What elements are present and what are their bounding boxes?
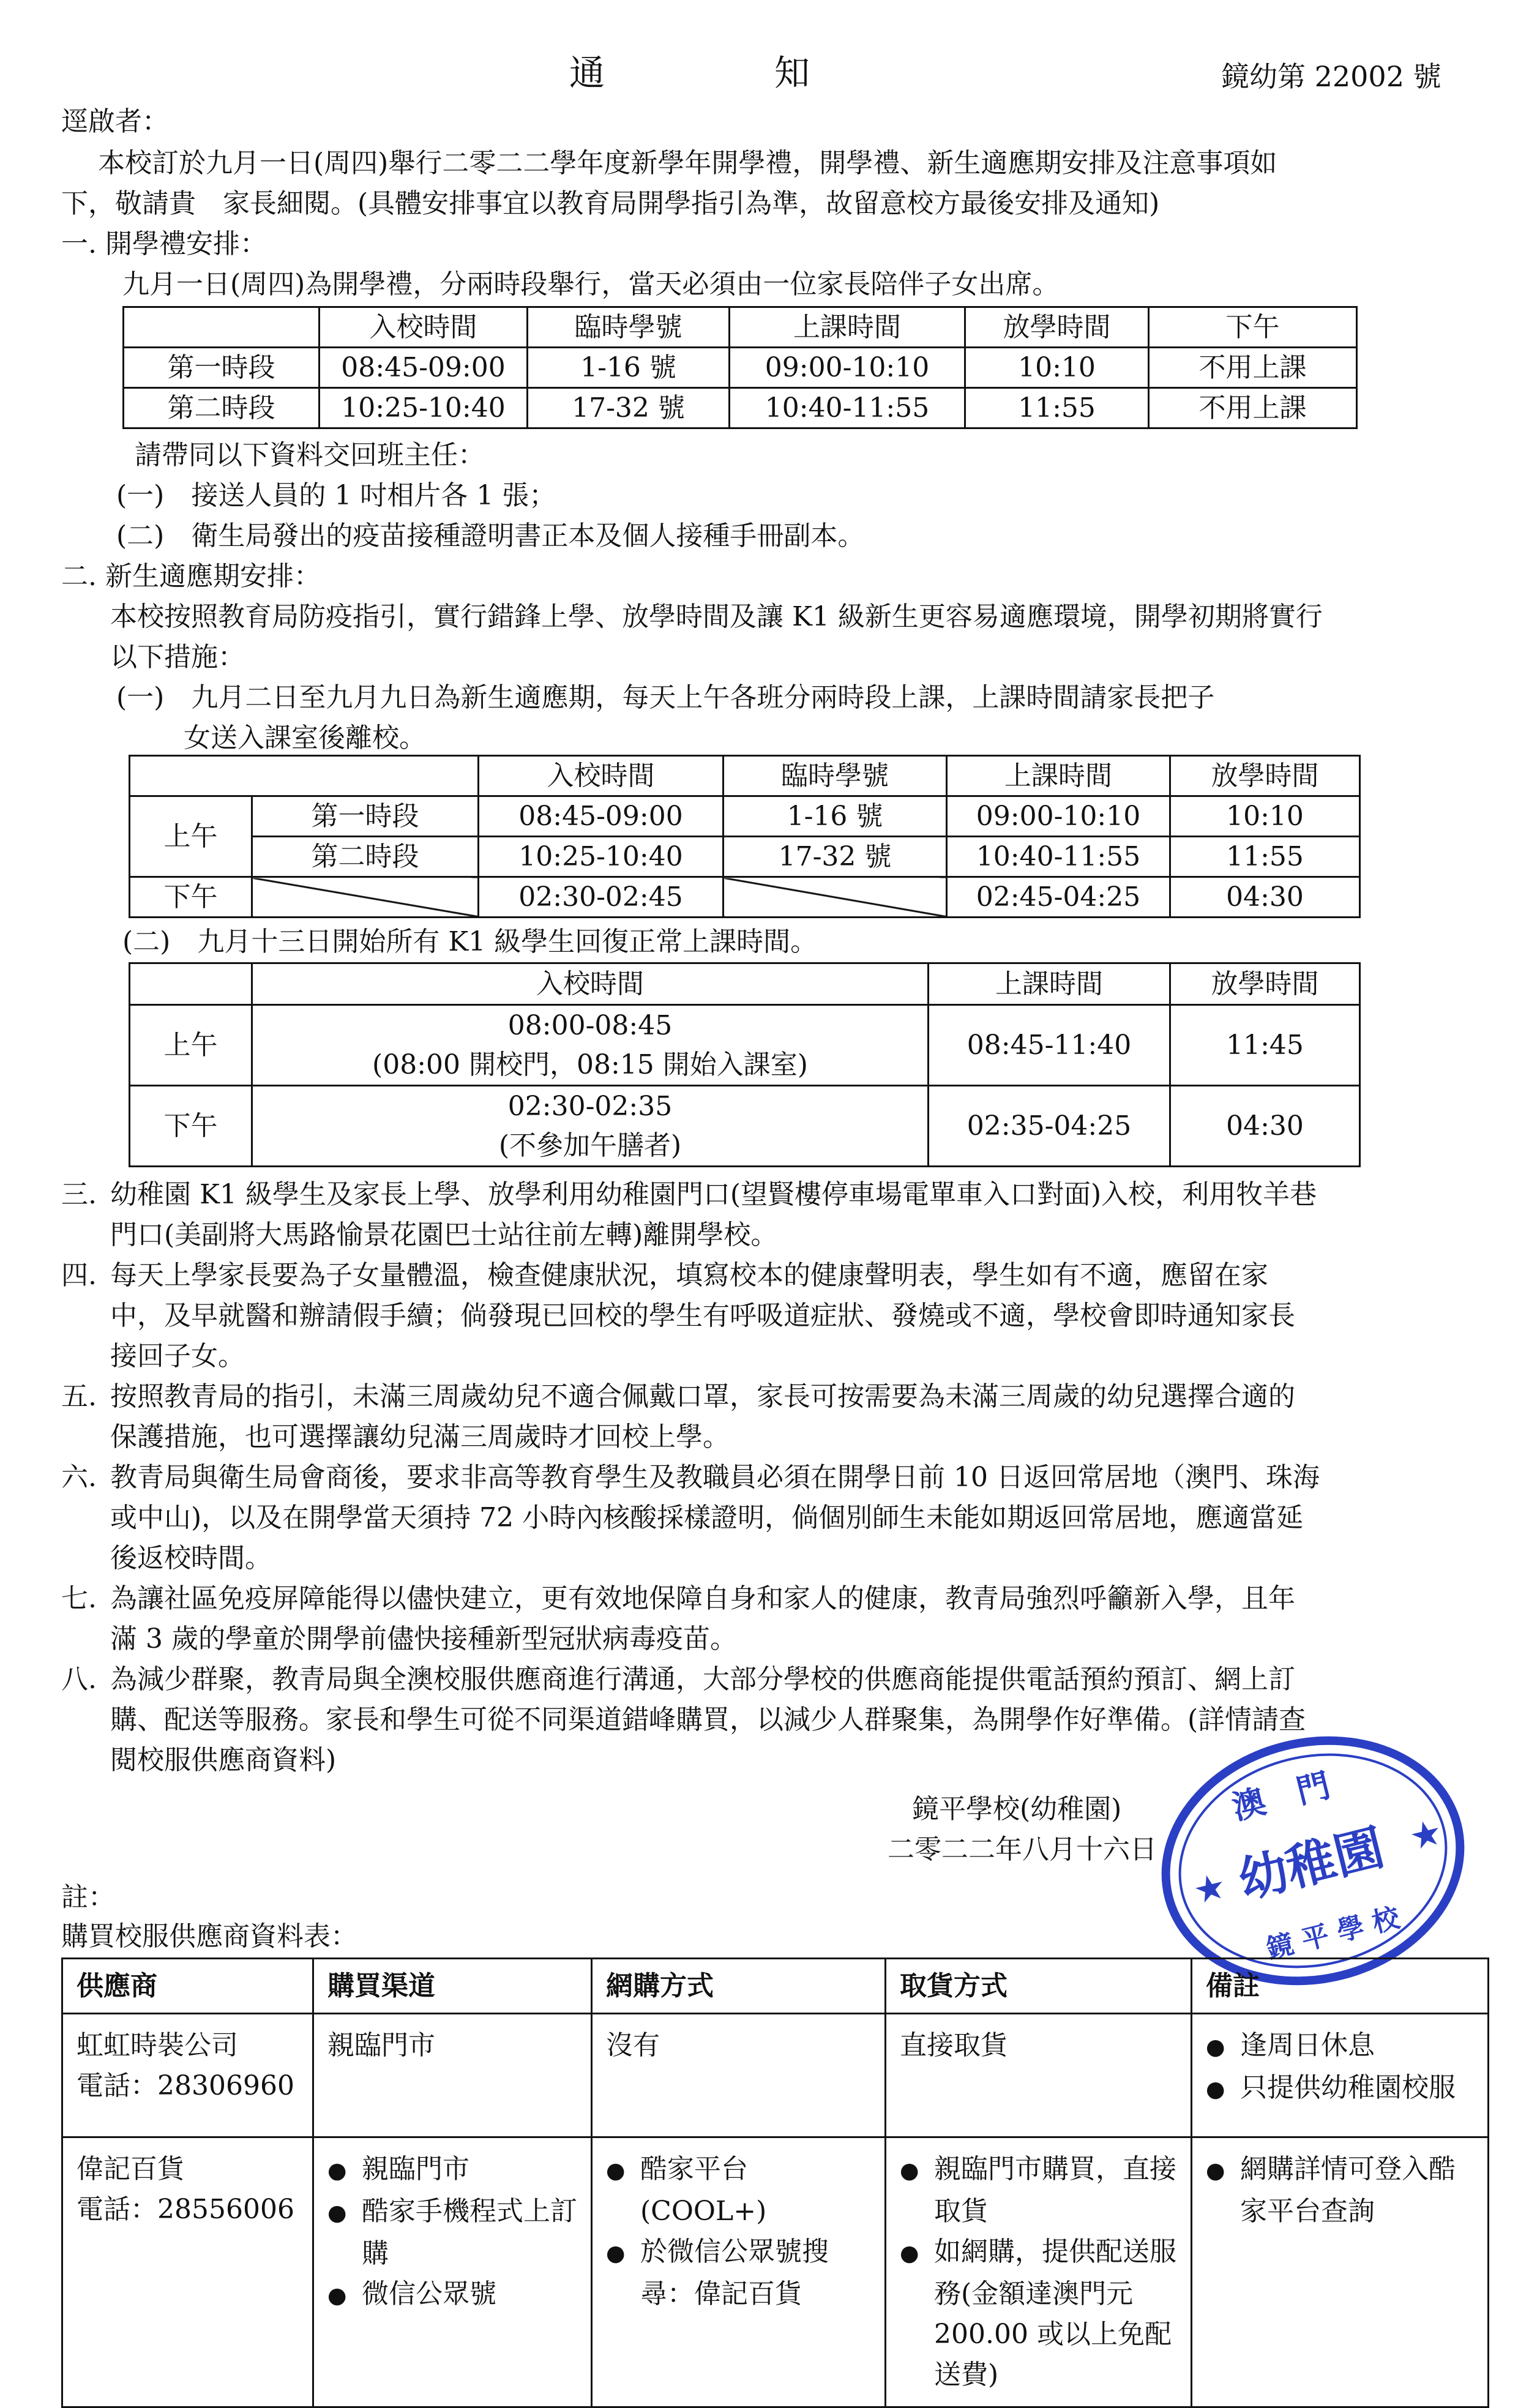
signature-date: 二零二二年八月十六日 [888,1834,1157,1865]
remarks-cell [1192,2137,1489,2407]
supplier-cell [62,2137,313,2407]
notice-3-number: 三. [61,1179,97,1210]
supplier-table-title: 購買校服供應商資料表： [61,1921,357,1952]
section-1-heading: 一. 開學禮安排： [61,228,267,260]
notice-6-line-2: 或中山)，以及在開學當天須持 72 小時內核酸採樣證明，倘個別師生未能如期返回常居地，應適當延 [110,1502,1304,1533]
dismissal-time: 11:55 [965,388,1149,428]
table-header-cell: 上課時間 [947,756,1170,796]
channels-cell [313,2014,592,2137]
table-header-cell: 購買渠道 [313,1959,592,2014]
dismissal-time: 11:55 [1170,837,1360,877]
table-row [62,2014,1489,2137]
notice-5-line-2: 保護措施，也可選擇讓幼兒滿三周歲時才回校上學。 [110,1421,730,1453]
table-header-cell: 放學時間 [965,307,1149,348]
session-label: 第一時段 [252,796,479,837]
adaptation-item-1-line-1: (一) 九月二日至九月九日為新生適應期，每天上午各班分兩時段上課，上課時間請家長把子 [116,682,1215,713]
section-2-text-2: 以下措施： [110,641,245,673]
table-header-cell: 下午 [1149,307,1357,348]
remark-item: ● 只提供幼稚園校服 [1206,2068,1474,2110]
notice-8-line-2: 購、配送等服務。家長和學生可從不同渠道錯峰購買，以減少人群聚集，為開學作好準備。(詳情請查 [110,1704,1306,1735]
table-header-cell: 入校時間 [252,963,929,1005]
arrival-note: (08:00 開校門，08:15 開始入課室) [372,1049,808,1080]
notice-title-char-2: 知 [774,52,812,94]
afternoon-label: 下午 [130,877,252,918]
channel-item: ● 親臨門市 [327,2149,577,2191]
class-time: 10:40-11:55 [730,388,965,428]
empty-diagonal-cell [723,877,947,918]
stamp-center-text: 幼稚園 [1233,1818,1389,1910]
notice-8-line-1: 為減少群聚，教青局與全澳校服供應商進行溝通，大部分學校的供應商能提供電話預約預訂、網上訂 [110,1664,1295,1695]
ceremony-schedule-table [122,306,1358,429]
online-item: ● 酷家平台(COOL+) [606,2149,871,2232]
adaptation-item-1-line-2: 女送入課室後離校。 [184,722,426,753]
adaptation-item-2: (二) 九月十三日開始所有 K1 級學生回復正常上課時間。 [122,926,818,957]
arrival-time: 10:25-10:40 [479,837,723,877]
class-time: 09:00-10:10 [947,796,1170,837]
bring-items-title: 請帶同以下資料交回班主任： [135,439,485,471]
afternoon-status: 不用上課 [1149,388,1357,428]
bring-item-2: (二) 衛生局發出的疫苗接種證明書正本及個人接種手冊副本。 [116,520,865,552]
table-header-cell: 上課時間 [730,307,965,348]
notice-3-line-1: 幼稚園 K1 級學生及家長上學、放學利用幼稚園門口(望賢樓停車場電單車入口對面)入校，利用牧羊巷 [110,1179,1317,1210]
notice-8-line-3: 閱校服供應商資料) [110,1744,337,1776]
morning-label: 上午 [130,796,252,877]
arrival-cell [252,1005,929,1086]
arrival-note: (不參加午膳者) [498,1129,682,1161]
arrival-cell [252,1086,929,1167]
salutation: 逕啟者： [61,106,169,137]
student-number-range: 17-32 號 [528,388,730,428]
table-header-cell: 入校時間 [320,307,528,348]
online-item: ● 於微信公眾號搜尋：偉記百貨 [606,2232,871,2314]
remark-item: ● 網購詳情可登入酷家平台查詢 [1206,2149,1474,2232]
pickup-item: ● 親臨門市購買，直接取貨 [900,2149,1177,2232]
student-number-range: 1-16 號 [723,796,947,837]
table-row [130,1086,1360,1167]
table-row [124,348,1357,388]
session-label: 第二時段 [252,837,479,877]
online-cell [592,2014,886,2137]
channel-item: ● 酷家手機程式上訂購 [327,2191,577,2274]
supplier-name: 偉記百貨 [77,2153,184,2185]
arrival-time: 02:30-02:35 [507,1090,673,1122]
table-header-cell: 供應商 [62,1959,313,2014]
student-number-range: 1-16 號 [528,348,730,388]
pickup-item: 直接取貨 [900,2030,1008,2061]
channel-item: ● 微信公眾號 [327,2274,577,2316]
notice-6-number: 六. [61,1462,97,1493]
arrival-time: 10:25-10:40 [320,388,528,428]
pickup-cell [886,2137,1192,2407]
intro-line-1: 本校訂於九月一日(周四)舉行二零二二學年度新學年開學禮，開學禮、新生適應期安排及注意事項如 [98,148,1277,179]
class-time: 02:45-04:25 [947,877,1170,918]
notice-8-number: 八. [61,1664,97,1695]
stamp-star-icon: ★ [1407,1813,1445,1856]
table-header-cell: 臨時學號 [528,307,730,348]
notice-7-line-1: 為讓社區免疫屏障能得以儘快建立，更有效地保障自身和家人的健康，教青局強烈呼籲新入學，且年 [110,1583,1295,1614]
notice-title-char-1: 通 [569,52,607,94]
empty-diagonal-cell [252,877,479,918]
signature-school-name: 鏡平學校(幼稚園) [912,1793,1122,1825]
notice-4-number: 四. [61,1260,97,1291]
channels-cell [313,2137,592,2407]
table-row [130,796,1360,837]
session-label: 第二時段 [124,388,320,428]
arrival-time: 08:45-09:00 [479,796,723,837]
student-number-range: 17-32 號 [723,837,947,877]
arrival-time: 08:45-09:00 [320,348,528,388]
dismissal-time: 04:30 [1170,1086,1360,1167]
table-header-cell: 臨時學號 [723,756,947,796]
table-row [130,1005,1360,1086]
normal-schedule-table [129,962,1361,1167]
reference-number: 鏡幼第 22002 號 [1221,60,1441,93]
remarks-cell [1192,2014,1489,2137]
supplier-phone: 電話：28306960 [77,2070,294,2101]
table-header-cell [130,963,252,1005]
dismissal-time: 10:10 [1170,796,1360,837]
stamp-top-text: 澳 門 [1228,1765,1334,1828]
notice-7-line-2: 滿 3 歲的學童於開學前儘快接種新型冠狀病毒疫苗。 [110,1623,737,1655]
arrival-time: 02:30-02:45 [479,877,723,918]
channel-item: 親臨門市 [327,2030,435,2061]
section-2-heading: 二. 新生適應期安排： [61,561,321,592]
table-header-cell: 備註 [1192,1959,1489,2014]
dismissal-time: 10:10 [965,348,1149,388]
stamp-star-icon: ★ [1191,1867,1228,1910]
notice-6-line-1: 教青局與衛生局會商後，要求非高等教育學生及教職員必須在開學日前 10 日返回常居地（澳門、珠海 [110,1462,1320,1493]
table-row [124,388,1357,428]
period-label: 上午 [130,1005,252,1086]
table-header-cell: 放學時間 [1170,963,1360,1005]
dismissal-time: 11:45 [1170,1005,1360,1086]
table-header-cell [130,756,479,796]
table-row [130,837,1360,877]
notice-4-line-1: 每天上學家長要為子女量體溫，檢查健康狀況，填寫校本的健康聲明表，學生如有不適，應留在家 [110,1260,1268,1291]
period-label: 下午 [130,1086,252,1167]
notice-6-line-3: 後返校時間。 [110,1542,272,1574]
table-header-cell: 放學時間 [1170,756,1360,796]
online-item: 沒有 [606,2030,660,2061]
class-time: 10:40-11:55 [947,837,1170,877]
dismissal-time: 04:30 [1170,877,1360,918]
notice-5-number: 五. [61,1381,97,1412]
pickup-cell [886,2014,1192,2137]
session-label: 第一時段 [124,348,320,388]
adaptation-schedule-table [129,755,1361,918]
supplier-cell [62,2014,313,2137]
notice-3-line-2: 門口(美副將大馬路愉景花園巴士站往前左轉)離開學校。 [110,1219,778,1251]
note-label: 註： [61,1882,115,1913]
afternoon-status: 不用上課 [1149,348,1357,388]
class-time: 02:35-04:25 [929,1086,1170,1167]
class-time: 09:00-10:10 [730,348,965,388]
stamp-bottom-text: 鏡 平 學 校 [1263,1902,1403,1965]
table-row [130,877,1360,918]
section-1-text: 九月一日(周四)為開學禮，分兩時段舉行，當天必須由一位家長陪伴子女出席。 [122,269,1060,300]
notice-5-line-1: 按照教青局的指引，未滿三周歲幼兒不適合佩戴口罩，家長可按需要為未滿三周歲的幼兒選擇合適的 [110,1381,1295,1412]
table-header-cell: 網購方式 [592,1959,886,2014]
table-row [62,2137,1489,2407]
table-header-cell [124,307,320,348]
notice-7-number: 七. [61,1583,97,1614]
arrival-time: 08:00-08:45 [507,1009,673,1041]
remark-item: ● 逢周日休息 [1206,2025,1474,2068]
class-time: 08:45-11:40 [929,1005,1170,1086]
online-cell [592,2137,886,2407]
uniform-supplier-table [61,1957,1489,2408]
pickup-item: ● 如網購，提供配送服務(金額達澳門元 200.00 或以上免配送費) [900,2232,1177,2395]
notice-4-line-2: 中，及早就醫和辦請假手續；倘發現已回校的學生有呼吸道症狀、發燒或不適，學校會即時通知家長 [110,1300,1295,1331]
table-header-cell: 取貨方式 [886,1959,1192,2014]
supplier-name: 虹虹時裝公司 [77,2030,238,2061]
table-header-cell: 入校時間 [479,756,723,796]
intro-line-2: 下，敬請貴 家長細閱。(具體安排事宜以教育局開學指引為準，故留意校方最後安排及通知) [61,188,1160,219]
supplier-phone: 電話：28556006 [77,2194,294,2225]
notice-4-line-3: 接回子女。 [110,1340,245,1372]
bring-item-1: (一) 接送人員的 1 吋相片各 1 張； [116,480,556,511]
table-header-cell: 上課時間 [929,963,1170,1005]
section-2-text-1: 本校按照教育局防疫指引，實行錯鋒上學、放學時間及讓 K1 級新生更容易適應環境，開學初期將實行 [110,601,1323,632]
